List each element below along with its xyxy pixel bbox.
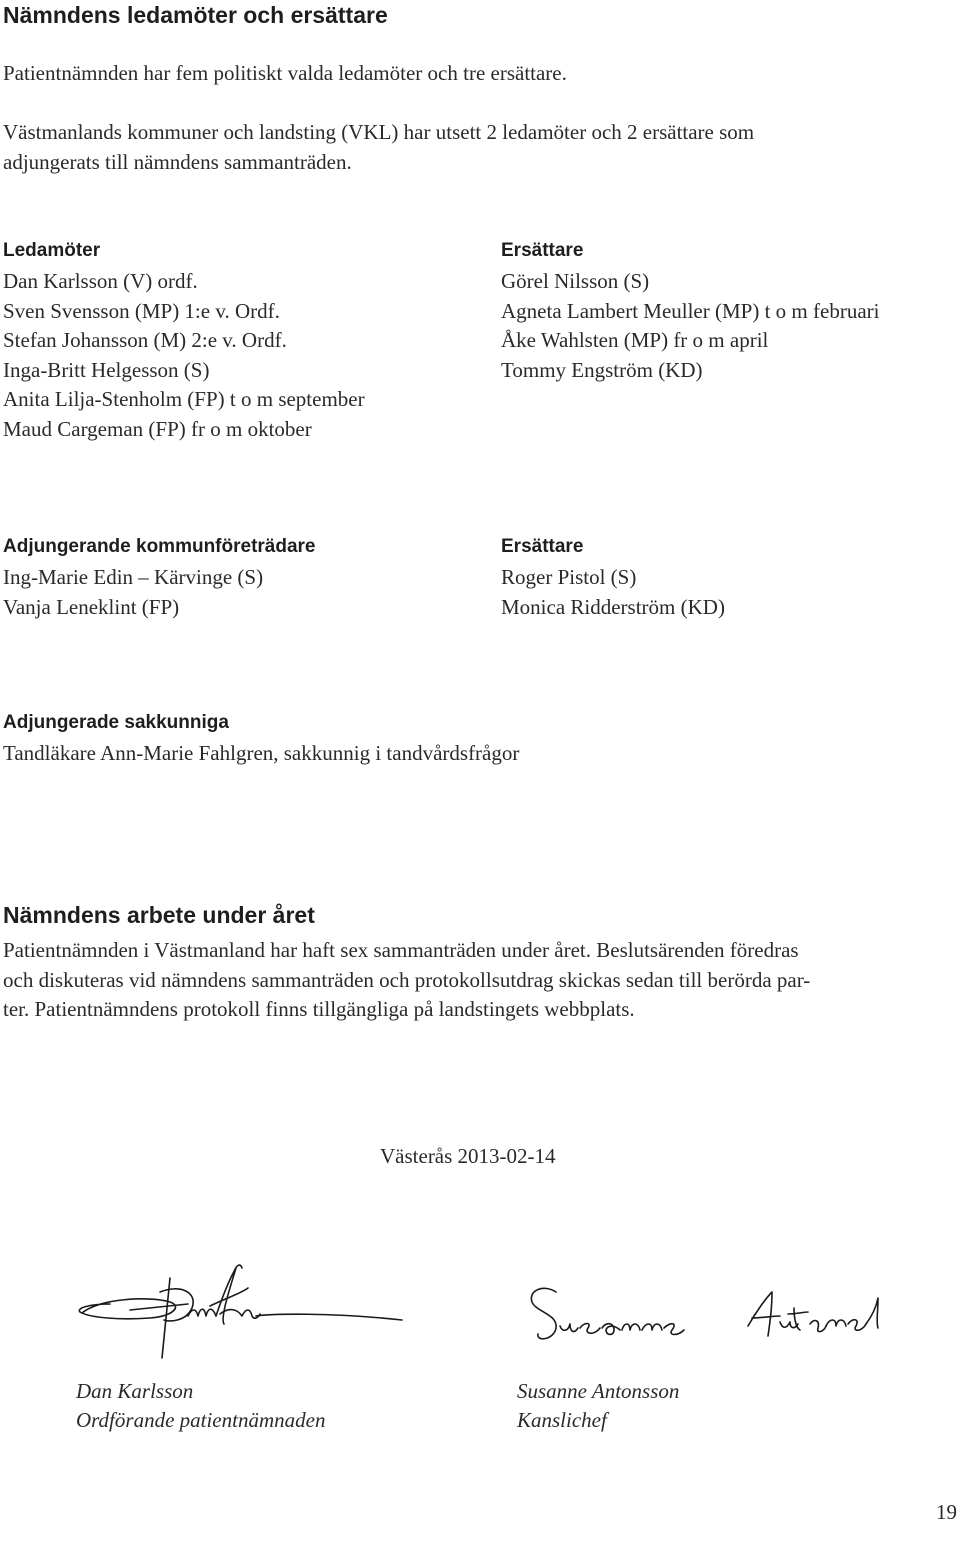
- sakkunniga-block: [3, 710, 519, 769]
- adjungerande-heading: Adjungerande kommunföreträdare: [3, 536, 316, 557]
- place-date: Västerås 2013-02-14: [380, 1144, 556, 1168]
- sakkunniga-heading: Adjungerade sakkunniga: [3, 712, 229, 733]
- sakkunniga-text: Tandläkare Ann-Marie Fahlgren, sakkunnig i tandvårdsfrågor: [3, 741, 520, 765]
- signature-caption-2: [517, 1377, 679, 1435]
- adjungerande-ersattare-heading: Ersättare: [501, 536, 584, 557]
- signatory-title: Kanslichef: [517, 1408, 607, 1432]
- signature-dan-karlsson: [70, 1258, 410, 1368]
- vkl-paragraph: [3, 118, 754, 177]
- vkl-line-1: Västmanlands kommuner och landsting (VKL) har utsett 2 ledamöter och 2 ersättare som: [3, 120, 755, 144]
- list-item: Sven Svensson (MP) 1:e v. Ordf.: [3, 298, 280, 323]
- section-heading-arbete: Nämndens arbete under året: [3, 902, 315, 928]
- signature-caption-1: [76, 1377, 325, 1435]
- adjungerande-block: [3, 534, 316, 622]
- page-number: 19: [936, 1500, 957, 1524]
- signatory-name: Susanne Antonsson: [517, 1379, 680, 1403]
- list-item: Görel Nilsson (S): [501, 269, 650, 293]
- list-item: Ing-Marie Edin – Kärvinge (S): [3, 565, 264, 589]
- ledamoter-block: [3, 238, 365, 445]
- list-item: Agneta Lambert Meuller (MP) t o m februari: [501, 298, 880, 323]
- list-item: Stefan Johansson (M) 2:e v. Ordf.: [3, 328, 287, 353]
- adjungerande-list: [3, 563, 316, 622]
- list-item: Maud Cargeman (FP) fr o m oktober: [3, 416, 312, 441]
- signature-scribble: [70, 1258, 410, 1368]
- list-item: Anita Lilja-Stenholm (FP) t o m september: [3, 387, 365, 412]
- intro-paragraph: Patientnämnden har fem politiskt valda ledamöter och tre ersättare.: [3, 61, 567, 85]
- signature-scribble: [522, 1278, 887, 1358]
- section-heading-ledamoter-ersattare: Nämndens ledamöter och ersättare: [3, 2, 388, 28]
- ledamoter-heading: Ledamöter: [3, 240, 101, 261]
- list-item: Roger Pistol (S): [501, 565, 637, 589]
- signatory-name: Dan Karlsson: [76, 1379, 194, 1403]
- arbete-line-2: och diskuteras vid nämndens sammanträden och protokollsutdrag skickas sedan till berörda par-: [3, 967, 811, 992]
- ersattare-heading: Ersättare: [501, 240, 584, 261]
- ledamoter-list: [3, 267, 365, 445]
- ersattare-list: [501, 267, 879, 385]
- list-item: Vanja Leneklint (FP): [3, 594, 180, 619]
- arbete-line-1: Patientnämnden i Västmanland har haft sex sammanträden under året. Beslutsärenden föredras: [3, 938, 799, 962]
- ersattare-block: [501, 238, 879, 385]
- arbete-line-3: ter. Patientnämndens protokoll finns tillgängliga på landstingets webbplats.: [3, 997, 635, 1021]
- arbete-paragraph: [3, 936, 948, 1025]
- list-item: Dan Karlsson (V) ordf.: [3, 269, 198, 293]
- signatory-title: Ordförande patientnämnaden: [76, 1408, 326, 1432]
- list-item: Åke Wahlsten (MP) fr o m april: [501, 328, 769, 353]
- adjungerande-ersattare-list: [501, 563, 725, 622]
- signature-susanne-antonsson: [522, 1278, 887, 1358]
- vkl-line-2: adjungerats till nämndens sammanträden.: [3, 149, 352, 174]
- list-item: Monica Ridderström (KD): [501, 594, 725, 619]
- list-item: Tommy Engström (KD): [501, 357, 703, 382]
- adjungerande-ersattare-block: [501, 534, 725, 622]
- list-item: Inga-Britt Helgesson (S): [3, 357, 210, 382]
